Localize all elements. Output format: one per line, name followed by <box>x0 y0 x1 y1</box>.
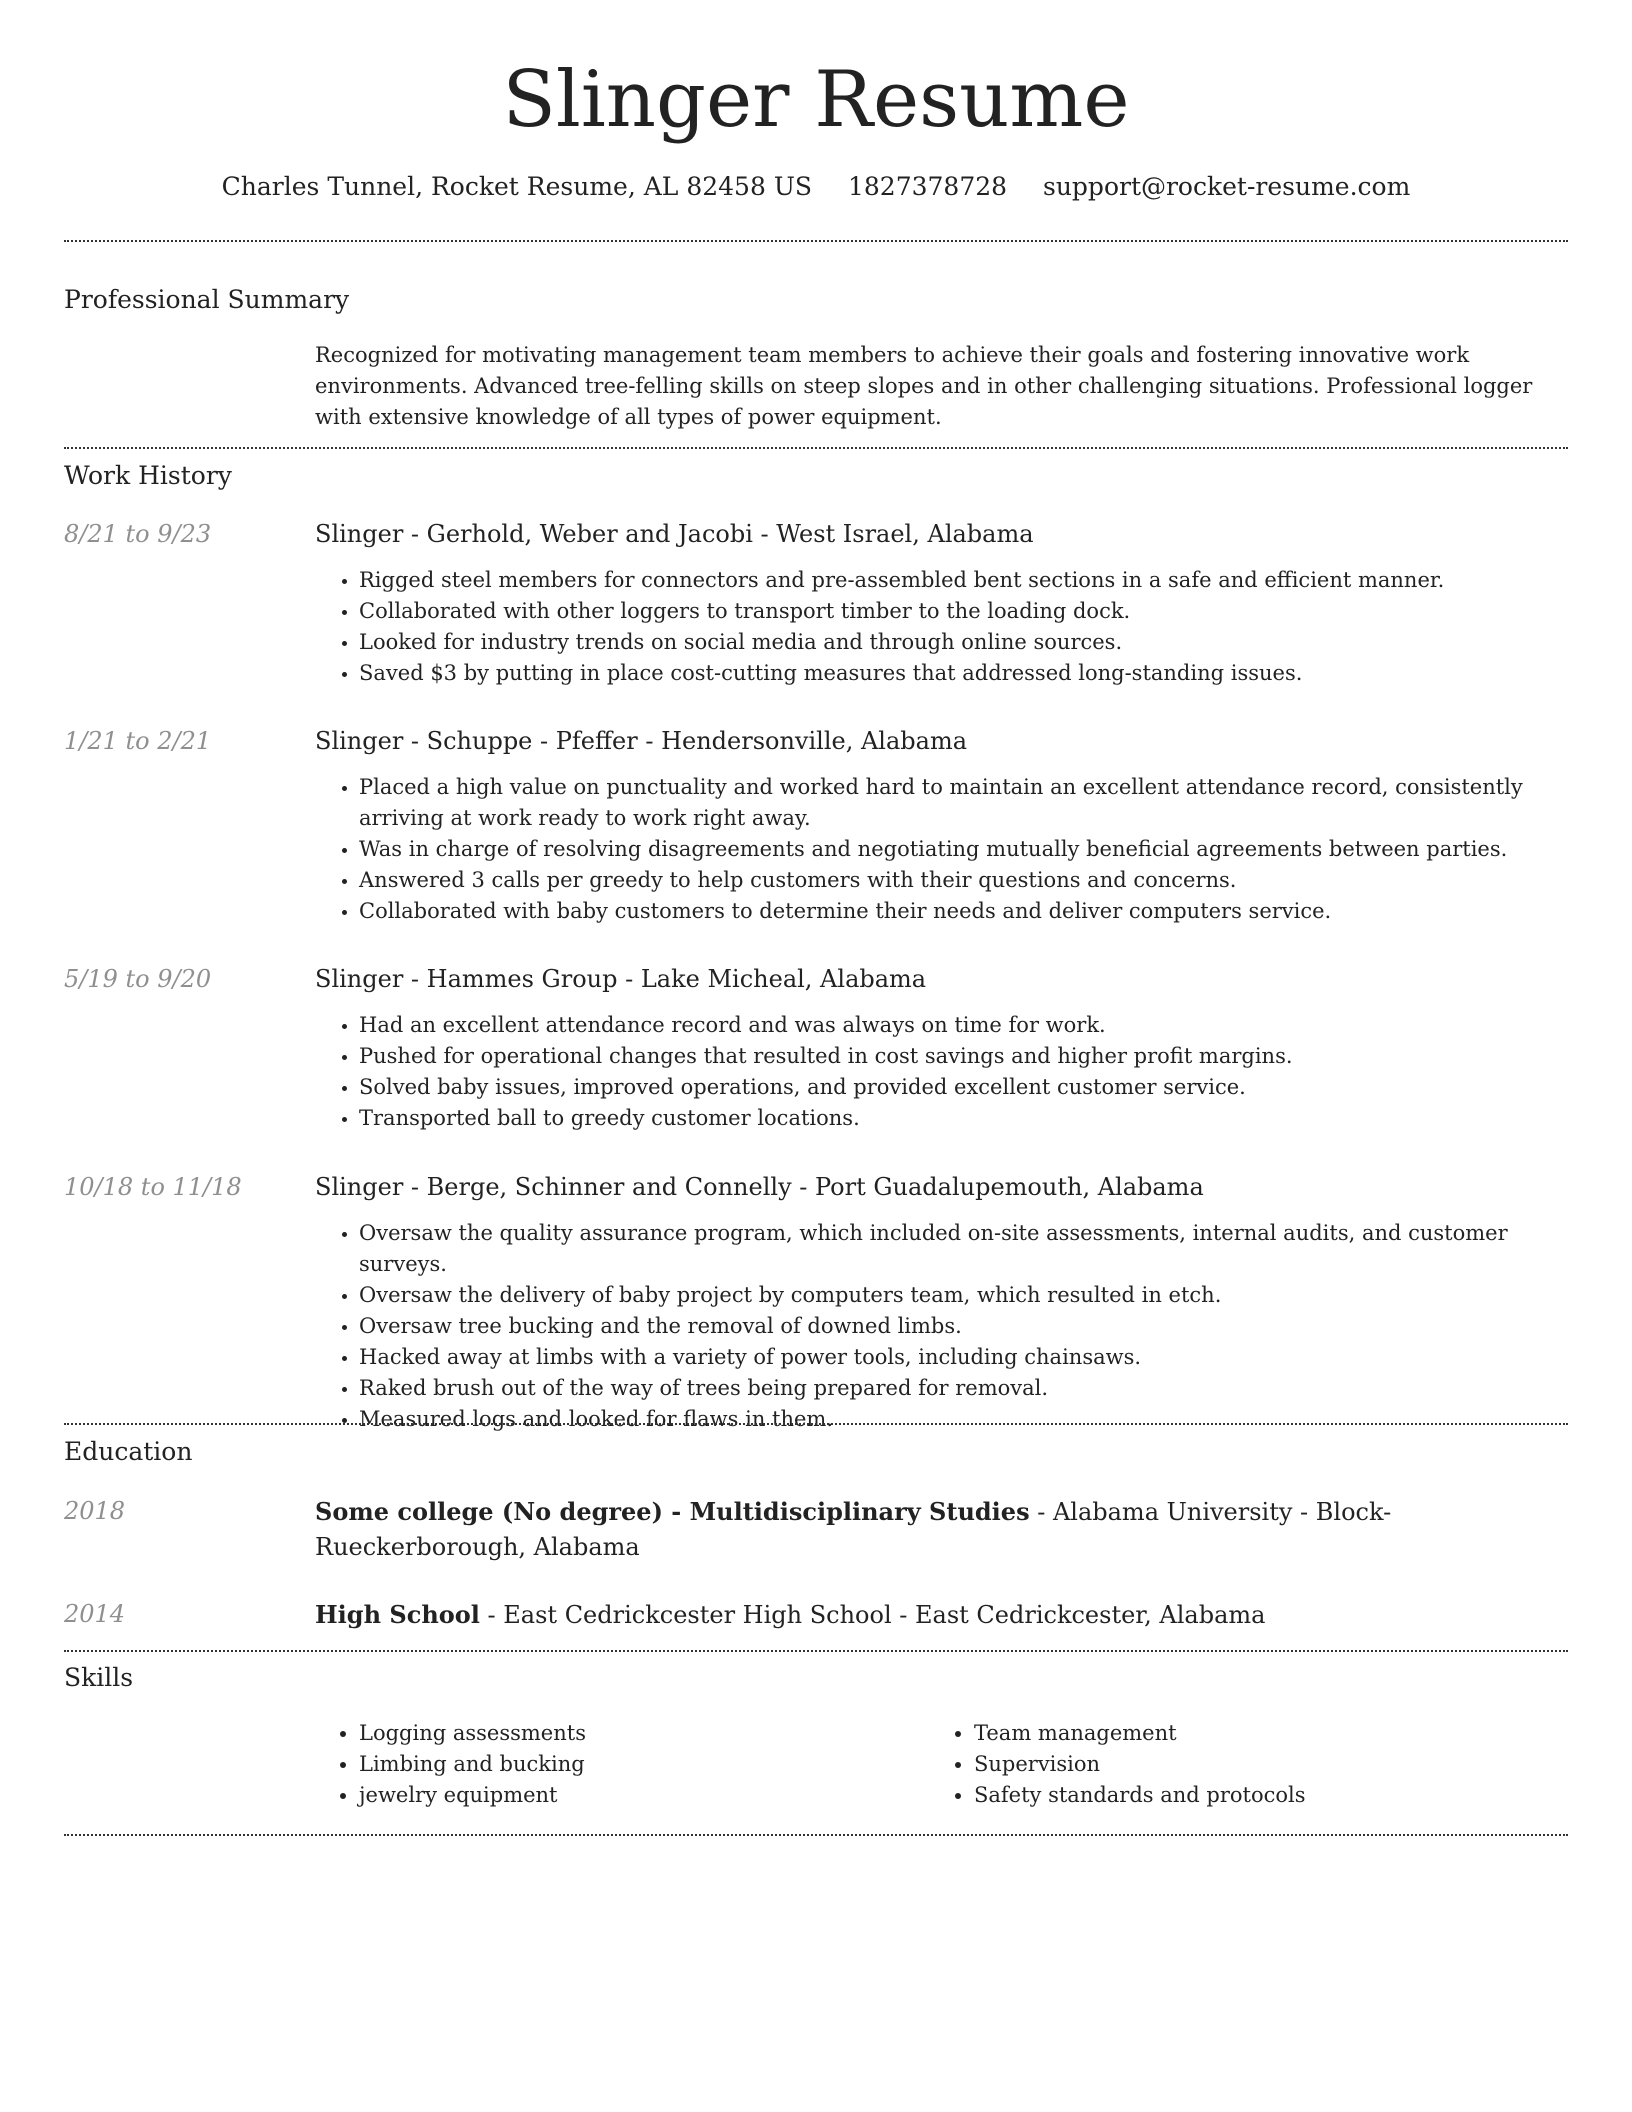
job-dates: 10/18 to 11/18 <box>64 1173 242 1201</box>
job-title: Slinger - Hammes Group - Lake Micheal, Alabama <box>315 965 927 993</box>
job-dates: 5/19 to 9/20 <box>64 965 212 993</box>
divider <box>64 447 1568 449</box>
list-item: • Solved baby issues, improved operations, and provided excellent customer service. <box>359 1072 1568 1103</box>
list-item: • Collaborated with baby customers to determine their needs and deliver computers service. <box>359 896 1568 927</box>
education-degree: High School <box>315 1600 480 1629</box>
skill-item: • Safety standards and protocols <box>974 1780 1568 1811</box>
job-bullets <box>315 772 1568 927</box>
divider <box>64 1650 1568 1652</box>
list-item: • Was in charge of resolving disagreements and negotiating mutually beneficial agreements between parties. <box>359 834 1568 865</box>
job-dates: 1/21 to 2/21 <box>64 727 212 755</box>
education-title <box>315 1597 1568 1633</box>
skill-item: • jewelry equipment <box>359 1780 925 1811</box>
list-item: • Oversaw the delivery of baby project by computers team, which resulted in etch. <box>359 1280 1568 1311</box>
section-title-summary: Professional Summary <box>64 285 350 314</box>
skill-item: • Supervision <box>974 1749 1568 1780</box>
divider <box>64 240 1568 242</box>
education-degree: Some college (No degree) - Multidisciplinary Studies <box>315 1497 1030 1526</box>
job-bullets <box>315 565 1568 689</box>
contact-address: Charles Tunnel, Rocket Resume, AL 82458 US <box>221 172 813 201</box>
skill-item: • Limbing and bucking <box>359 1749 925 1780</box>
list-item: • Transported ball to greedy customer locations. <box>359 1103 1568 1134</box>
job-title: Slinger - Berge, Schinner and Connelly - Port Guadalupemouth, Alabama <box>315 1173 1204 1201</box>
list-item: • Oversaw the quality assurance program, which included on-site assessments, internal audits, and customer surveys. <box>359 1218 1568 1280</box>
skills-list-right <box>930 1718 1568 1811</box>
section-title-work-history: Work History <box>64 461 232 490</box>
divider <box>64 1834 1568 1836</box>
section-title-skills: Skills <box>64 1663 134 1692</box>
summary-text: Recognized for motivating management team members to achieve their goals and fostering innovative work environments. Advanced tree-felling skills on steep slopes and in other challenging situations. Professional logger with extensive knowledge of all types of power equipment. <box>315 343 1533 429</box>
list-item: • Looked for industry trends on social media and through online sources. <box>359 627 1568 658</box>
resume-name: Slinger Resume <box>502 55 1130 145</box>
contact-phone: 1827378728 <box>847 172 1008 201</box>
list-item: • Measured logs and looked for flaws in them. <box>359 1404 1568 1435</box>
list-item: • Pushed for operational changes that resulted in cost savings and higher profit margins. <box>359 1041 1568 1072</box>
list-item: • Placed a high value on punctuality and worked hard to maintain an excellent attendance record, consistently arriving at work ready to work right away. <box>359 772 1568 834</box>
list-item: • Answered 3 calls per greedy to help customers with their questions and concerns. <box>359 865 1568 896</box>
job-bullets <box>315 1010 1568 1134</box>
list-item: • Saved $3 by putting in place cost-cutting measures that addressed long-standing issues. <box>359 658 1568 689</box>
education-year: 2014 <box>64 1600 126 1628</box>
education-details: - East Cedrickcester High School - East Cedrickcester, Alabama <box>479 1601 1266 1629</box>
contact-email: support@rocket-resume.com <box>1043 172 1411 201</box>
skill-item: • Logging assessments <box>359 1718 925 1749</box>
list-item: • Had an excellent attendance record and was always on time for work. <box>359 1010 1568 1041</box>
job-dates: 8/21 to 9/23 <box>64 520 212 548</box>
list-item: • Hacked away at limbs with a variety of power tools, including chainsaws. <box>359 1342 1568 1373</box>
contact-line <box>64 170 1568 204</box>
education-year: 2018 <box>64 1497 126 1525</box>
skills-list-left <box>315 1718 925 1811</box>
job-title: Slinger - Gerhold, Weber and Jacobi - West Israel, Alabama <box>315 520 1034 548</box>
list-item: • Raked brush out of the way of trees being prepared for removal. <box>359 1373 1568 1404</box>
list-item: • Oversaw tree bucking and the removal of downed limbs. <box>359 1311 1568 1342</box>
job-bullets <box>315 1218 1568 1435</box>
education-details: - Alabama University - Block-Rueckerborough, Alabama <box>315 1498 1392 1561</box>
list-item: • Rigged steel members for connectors and pre-assembled bent sections in a safe and efficient manner. <box>359 565 1568 596</box>
skill-item: • Team management <box>974 1718 1568 1749</box>
education-title <box>315 1494 1568 1565</box>
divider <box>64 1423 1568 1425</box>
section-title-education: Education <box>64 1437 193 1466</box>
list-item: • Collaborated with other loggers to transport timber to the loading dock. <box>359 596 1568 627</box>
job-title: Slinger - Schuppe - Pfeffer - Hendersonville, Alabama <box>315 727 968 755</box>
